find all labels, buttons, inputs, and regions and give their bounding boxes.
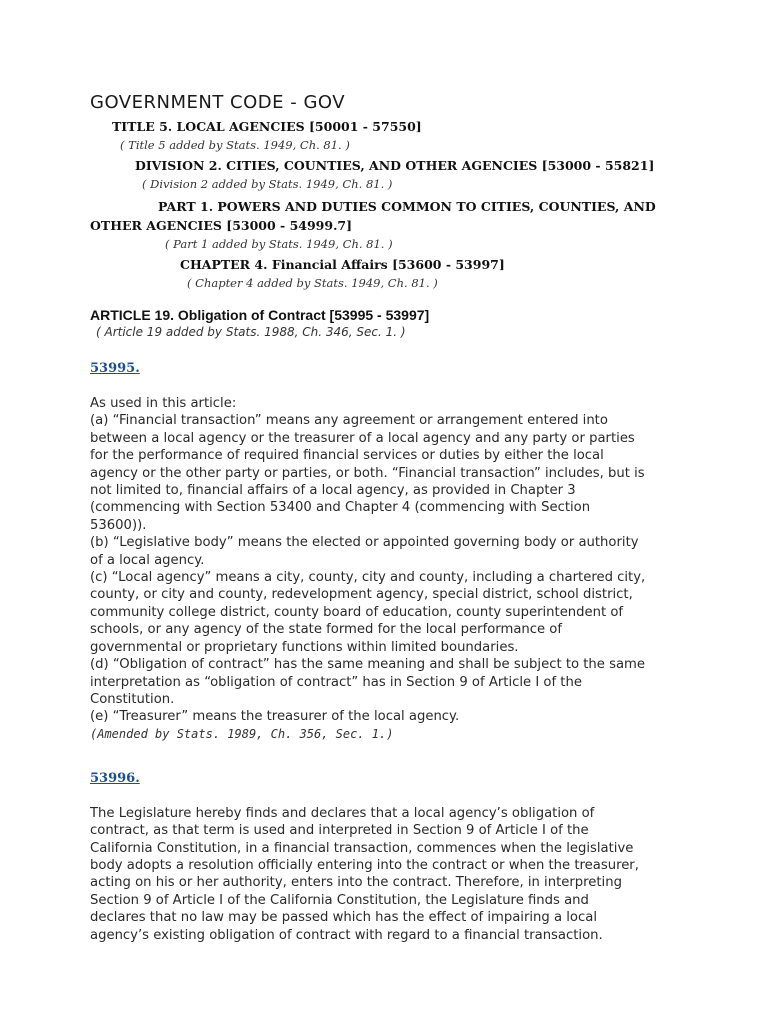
text-line: schools, or any agency of the state formed for the local performance of [90, 622, 563, 638]
division-heading: DIVISION 2. CITIES, COUNTIES, AND OTHER AGENCIES [53000 - 55821] [135, 158, 655, 173]
text-line: agency or the other party or parties, or both. “Financial transaction” includes, but is [90, 465, 645, 481]
section-53995 [90, 359, 690, 743]
title-heading: TITLE 5. LOCAL AGENCIES [50001 - 57550] [112, 119, 422, 134]
text-line: county, or city and county, redevelopment agency, special district, school district, [90, 587, 633, 603]
chapter-note: ( Chapter 4 added by Stats. 1949, Ch. 81. ) [187, 276, 438, 290]
text-line: between a local agency or the treasurer of a local agency and any party or parties [90, 430, 635, 446]
division-note: ( Division 2 added by Stats. 1949, Ch. 81. ) [142, 177, 393, 191]
text-line: community college district, county board of education, county superintendent of [90, 604, 624, 620]
title-note: ( Title 5 added by Stats. 1949, Ch. 81. ) [120, 138, 350, 152]
text-line: California Constitution, in a financial transaction, commences when the legislative [90, 840, 634, 856]
amendment-note: (Amended by Stats. 1989, Ch. 356, Sec. 1.) [90, 726, 394, 741]
section-53996-link[interactable]: 53996. [90, 770, 140, 786]
text-line: 53600)). [90, 517, 147, 533]
document-page [90, 92, 690, 944]
chapter-heading: CHAPTER 4. Financial Affairs [53600 - 53997] [180, 257, 505, 272]
article-heading: ARTICLE 19. Obligation of Contract [53995 - 53997] [90, 307, 430, 323]
text-line: of a local agency. [90, 552, 205, 568]
text-line: agency’s existing obligation of contract with regard to a financial transaction. [90, 927, 603, 943]
article-note: ( Article 19 added by Stats. 1988, Ch. 346, Sec. 1. ) [96, 325, 406, 339]
section-53995-link[interactable]: 53995. [90, 361, 140, 376]
section-53996-text [90, 805, 690, 944]
text-line: for the performance of required financial services or duties by either the local [90, 448, 604, 464]
text-line: (c) “Local agency” means a city, county, city and county, including a chartered city, [90, 570, 646, 586]
text-line: (d) “Obligation of contract” has the same meaning and shall be subject to the same [90, 657, 645, 673]
text-line: interpretation as “obligation of contract” has in Section 9 of Article I of the [90, 674, 582, 690]
part-note: ( Part 1 added by Stats. 1949, Ch. 81. ) [165, 237, 393, 251]
text-line: body adopts a resolution officially entering into the contract or when the treasurer, [90, 857, 639, 873]
text-line: Constitution. [90, 691, 175, 707]
text-line: declares that no law may be passed which has the effect of impairing a local [90, 910, 597, 926]
part-heading: PART 1. POWERS AND DUTIES COMMON TO CITIES, COUNTIES, AND OTHER AGENCIES [53000 - 54999.7] [90, 199, 656, 233]
text-line: not limited to, financial affairs of a local agency, as provided in Chapter 3 [90, 483, 576, 499]
text-line: (b) “Legislative body” means the elected or appointed governing body or authority [90, 535, 639, 551]
text-line: The Legislature hereby finds and declares that a local agency’s obligation of [90, 805, 595, 821]
text-line: As used in this article: [90, 396, 237, 411]
text-line: (e) “Treasurer” means the treasurer of the local agency. [90, 709, 460, 725]
text-line: (a) “Financial transaction” means any agreement or arrangement entered into [90, 413, 608, 429]
text-line: Section 9 of Article I of the California Constitution, the Legislature finds and [90, 892, 589, 908]
section-53996 [90, 769, 690, 944]
text-line: governmental or proprietary functions within limited boundaries. [90, 639, 519, 655]
text-line: acting on his or her authority, enters into the contract. Therefore, in interpreting [90, 875, 622, 891]
text-line: contract, as that term is used and interpreted in Section 9 of Article I of the [90, 823, 589, 839]
section-53995-text [90, 395, 690, 726]
code-title: GOVERNMENT CODE - GOV [90, 92, 346, 113]
text-line: (commencing with Section 53400 and Chapter 4 (commencing with Section [90, 500, 591, 516]
